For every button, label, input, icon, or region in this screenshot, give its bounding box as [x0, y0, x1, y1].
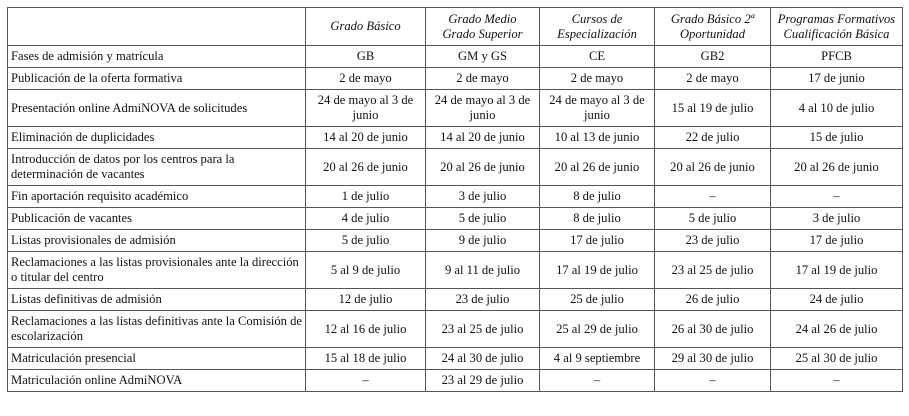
date-cell: 22 de julio — [655, 127, 771, 149]
row-label-cell: Publicación de la oferta formativa — [8, 68, 306, 90]
date-cell: 17 de julio — [771, 230, 903, 252]
table-row — [8, 289, 903, 311]
date-cell: 24 al 30 de julio — [426, 348, 540, 370]
date-cell: 5 de julio — [655, 208, 771, 230]
date-cell: – — [655, 186, 771, 208]
row-label-cell: Fases de admisión y matrícula — [8, 46, 306, 68]
date-cell: 2 de mayo — [306, 68, 426, 90]
row-label-cell: Matriculación presencial — [8, 348, 306, 370]
date-cell: – — [771, 186, 903, 208]
row-label-cell: Reclamaciones a las listas provisionales ante la dirección o titular del centro — [8, 252, 306, 289]
date-cell: 9 al 11 de julio — [426, 252, 540, 289]
date-cell: 29 al 30 de julio — [655, 348, 771, 370]
date-cell: 15 al 19 de julio — [655, 90, 771, 127]
header-cell-empty — [8, 8, 306, 46]
date-cell: 9 de julio — [426, 230, 540, 252]
row-label-cell: Reclamaciones a las listas definitivas ante la Comisión de escolarización — [8, 311, 306, 348]
table-row — [8, 348, 903, 370]
date-cell: 24 de mayo al 3 de junio — [540, 90, 655, 127]
date-cell: 8 de julio — [540, 208, 655, 230]
date-cell: 23 al 25 de julio — [655, 252, 771, 289]
date-cell: 4 al 9 septiembre — [540, 348, 655, 370]
date-cell: 10 al 13 de junio — [540, 127, 655, 149]
date-cell: 3 de julio — [426, 186, 540, 208]
date-cell: 20 al 26 de junio — [540, 149, 655, 186]
table-row — [8, 149, 903, 186]
date-cell: 17 de junio — [771, 68, 903, 90]
table-row — [8, 311, 903, 348]
date-cell: 2 de mayo — [655, 68, 771, 90]
date-cell: 5 de julio — [306, 230, 426, 252]
date-cell: GB2 — [655, 46, 771, 68]
date-cell: 5 de julio — [426, 208, 540, 230]
header-cell-grado-medio-superior: Grado Medio Grado Superior — [426, 8, 540, 46]
table-row — [8, 90, 903, 127]
date-cell: 17 al 19 de julio — [540, 252, 655, 289]
row-label-cell: Listas definitivas de admisión — [8, 289, 306, 311]
table-row — [8, 370, 903, 392]
date-cell: 2 de mayo — [540, 68, 655, 90]
date-cell: 20 al 26 de junio — [655, 149, 771, 186]
date-cell: 20 al 26 de junio — [306, 149, 426, 186]
header-cell-grado-basico-2-oportunidad: Grado Básico 2ª Oportunidad — [655, 8, 771, 46]
date-cell: 14 al 20 de junio — [426, 127, 540, 149]
table-row — [8, 208, 903, 230]
date-cell: 2 de mayo — [426, 68, 540, 90]
date-cell: 24 de mayo al 3 de junio — [426, 90, 540, 127]
date-cell: 3 de julio — [771, 208, 903, 230]
table-row — [8, 68, 903, 90]
date-cell: 5 al 9 de julio — [306, 252, 426, 289]
date-cell: 4 al 10 de julio — [771, 90, 903, 127]
row-label-cell: Presentación online AdmiNOVA de solicitudes — [8, 90, 306, 127]
date-cell: 20 al 26 de junio — [426, 149, 540, 186]
date-cell: 14 al 20 de junio — [306, 127, 426, 149]
header-cell-grado-basico: Grado Básico — [306, 8, 426, 46]
date-cell: 17 de julio — [540, 230, 655, 252]
table-row — [8, 46, 903, 68]
date-cell: CE — [540, 46, 655, 68]
date-cell: 24 de julio — [771, 289, 903, 311]
table-row — [8, 186, 903, 208]
table-row — [8, 252, 903, 289]
date-cell: 17 al 19 de julio — [771, 252, 903, 289]
row-label-cell: Publicación de vacantes — [8, 208, 306, 230]
row-label-cell: Introducción de datos por los centros para la determinación de vacantes — [8, 149, 306, 186]
date-cell: PFCB — [771, 46, 903, 68]
table-body — [8, 46, 903, 392]
row-label-cell: Matriculación online AdmiNOVA — [8, 370, 306, 392]
date-cell: 23 de julio — [426, 289, 540, 311]
date-cell: GM y GS — [426, 46, 540, 68]
date-cell: 24 de mayo al 3 de junio — [306, 90, 426, 127]
header-cell-programas-formativos: Programas Formativos Cualificación Básica — [771, 8, 903, 46]
date-cell: 23 al 29 de julio — [426, 370, 540, 392]
date-cell: 23 de julio — [655, 230, 771, 252]
date-cell: – — [306, 370, 426, 392]
header-cell-cursos-especializacion: Cursos de Especialización — [540, 8, 655, 46]
admission-calendar-table — [7, 7, 903, 392]
table-row — [8, 230, 903, 252]
date-cell: 12 al 16 de julio — [306, 311, 426, 348]
date-cell: 1 de julio — [306, 186, 426, 208]
date-cell: 12 de julio — [306, 289, 426, 311]
date-cell: 25 al 30 de julio — [771, 348, 903, 370]
date-cell: – — [655, 370, 771, 392]
date-cell: 15 de julio — [771, 127, 903, 149]
date-cell: 26 al 30 de julio — [655, 311, 771, 348]
date-cell: 25 al 29 de julio — [540, 311, 655, 348]
date-cell: – — [540, 370, 655, 392]
header-row — [8, 8, 903, 46]
row-label-cell: Listas provisionales de admisión — [8, 230, 306, 252]
row-label-cell: Eliminación de duplicidades — [8, 127, 306, 149]
date-cell: 26 de julio — [655, 289, 771, 311]
date-cell: 4 de julio — [306, 208, 426, 230]
row-label-cell: Fin aportación requisito académico — [8, 186, 306, 208]
date-cell: 23 al 25 de julio — [426, 311, 540, 348]
date-cell: 15 al 18 de julio — [306, 348, 426, 370]
table-row — [8, 127, 903, 149]
date-cell: 20 al 26 de junio — [771, 149, 903, 186]
date-cell: 8 de julio — [540, 186, 655, 208]
date-cell: GB — [306, 46, 426, 68]
date-cell: – — [771, 370, 903, 392]
date-cell: 24 al 26 de julio — [771, 311, 903, 348]
date-cell: 25 de julio — [540, 289, 655, 311]
